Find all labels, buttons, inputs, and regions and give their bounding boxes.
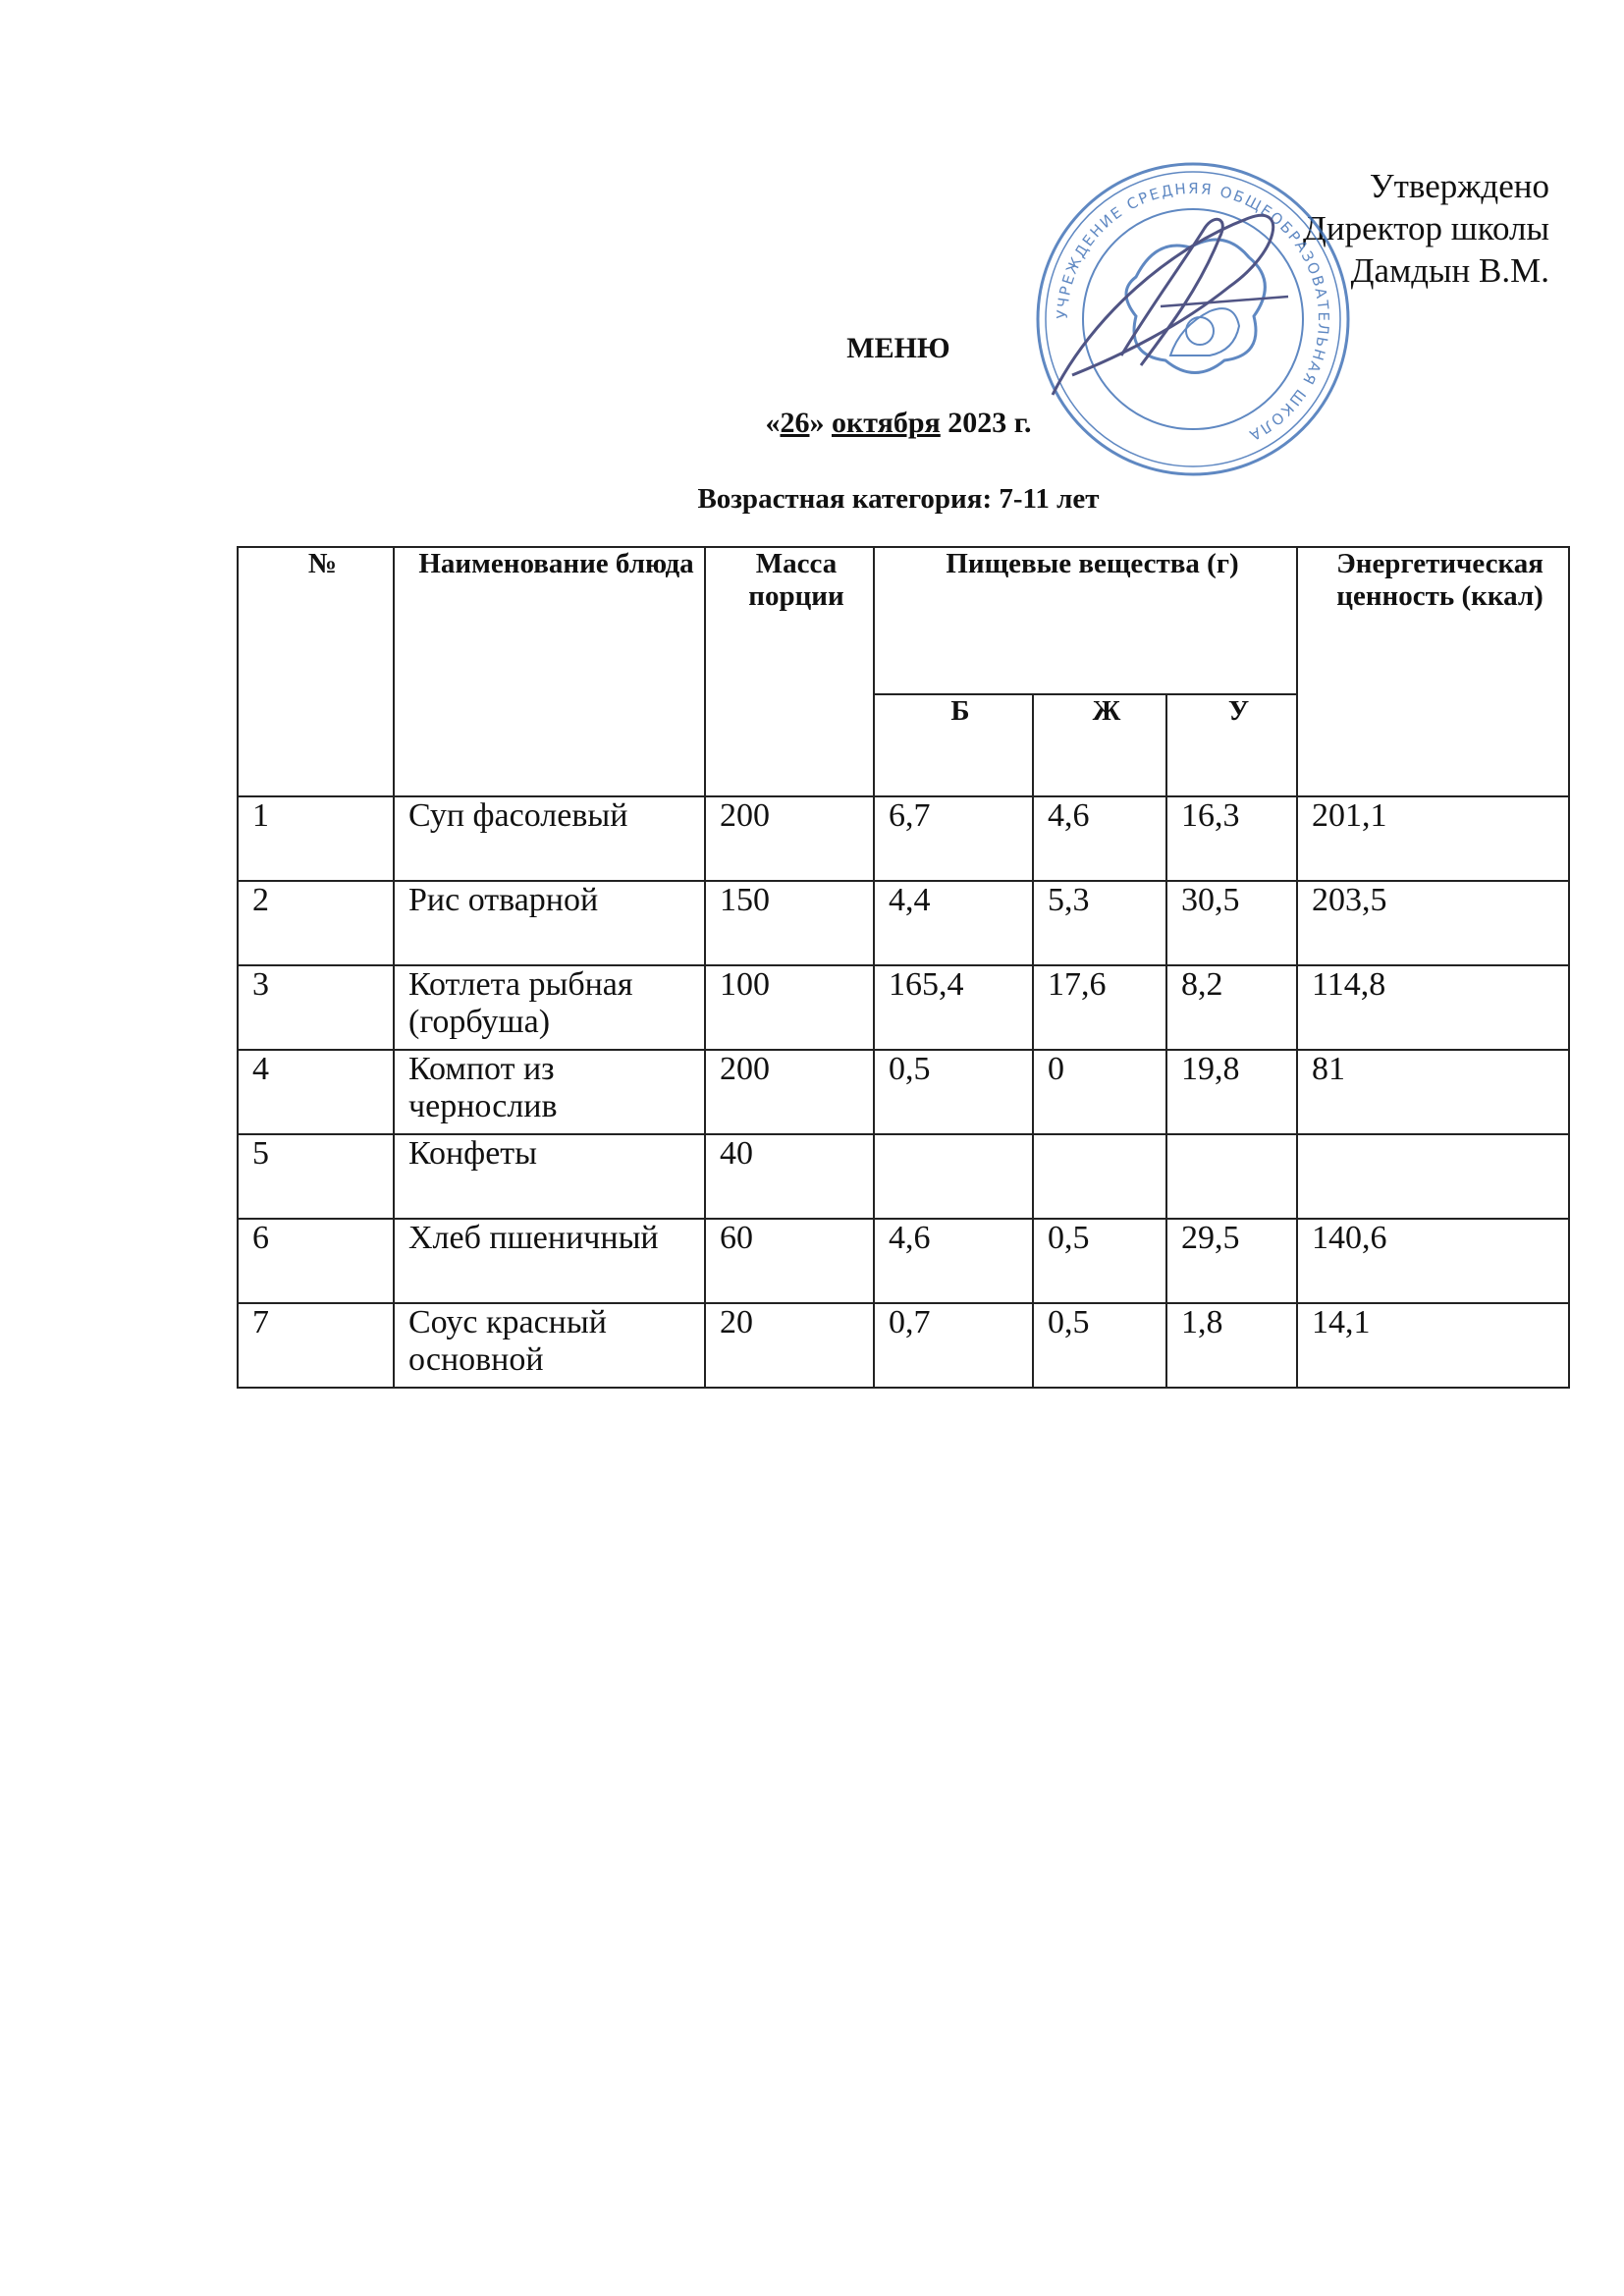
row-num: 3	[238, 965, 394, 1050]
table-row	[238, 1303, 1569, 1388]
header-b: Б	[874, 694, 1033, 796]
row-energy: 114,8	[1297, 965, 1569, 1050]
row-b	[874, 1134, 1033, 1219]
row-energy: 140,6	[1297, 1219, 1569, 1303]
menu-date	[0, 407, 1624, 440]
age-category: Возрастная категория: 7-11 лет	[697, 483, 1100, 515]
row-mass: 60	[705, 1219, 874, 1303]
row-zh: 4,6	[1033, 796, 1166, 881]
row-num: 7	[238, 1303, 394, 1388]
approval-title: Утверждено	[1369, 167, 1549, 205]
header-num: №	[238, 547, 394, 796]
row-b: 4,4	[874, 881, 1033, 965]
row-num: 5	[238, 1134, 394, 1219]
row-mass: 200	[705, 796, 874, 881]
row-u: 1,8	[1166, 1303, 1297, 1388]
row-energy: 203,5	[1297, 881, 1569, 965]
row-u: 29,5	[1166, 1219, 1297, 1303]
approval-name: Дамдын В.М.	[1350, 251, 1549, 290]
row-energy: 201,1	[1297, 796, 1569, 881]
table-row	[238, 1134, 1569, 1219]
header-name: Наименование блюда	[394, 547, 705, 796]
header-nutrients: Пищевые вещества (г)	[874, 547, 1297, 694]
row-name: Рис отварной	[394, 881, 705, 965]
seal-text: УЧРЕЖДЕНИЕ СРЕДНЯЯ ОБЩЕОБРАЗОВАТЕЛЬНАЯ ШКОЛА	[1053, 179, 1333, 446]
row-num: 2	[238, 881, 394, 965]
row-num: 6	[238, 1219, 394, 1303]
row-b: 0,5	[874, 1050, 1033, 1134]
row-b: 0,7	[874, 1303, 1033, 1388]
row-energy: 14,1	[1297, 1303, 1569, 1388]
row-num: 1	[238, 796, 394, 881]
row-name: Соус красный основной	[394, 1303, 705, 1388]
row-b: 6,7	[874, 796, 1033, 881]
row-mass: 40	[705, 1134, 874, 1219]
row-name: Хлеб пшеничный	[394, 1219, 705, 1303]
row-energy	[1297, 1134, 1569, 1219]
row-name: Суп фасолевый	[394, 796, 705, 881]
row-mass: 20	[705, 1303, 874, 1388]
header-mass: Масса порции	[705, 547, 874, 796]
row-mass: 200	[705, 1050, 874, 1134]
row-u: 19,8	[1166, 1050, 1297, 1134]
date-day: 26	[780, 407, 810, 439]
approval-position: Директор школы	[1303, 209, 1549, 247]
row-zh: 0,5	[1033, 1303, 1166, 1388]
row-u	[1166, 1134, 1297, 1219]
row-b: 165,4	[874, 965, 1033, 1050]
row-energy: 81	[1297, 1050, 1569, 1134]
row-name: Котлета рыбная (горбуша)	[394, 965, 705, 1050]
row-zh: 0,5	[1033, 1219, 1166, 1303]
date-month: октября	[831, 407, 941, 439]
table-header-row	[238, 547, 1569, 694]
table-row	[238, 1219, 1569, 1303]
row-name: Конфеты	[394, 1134, 705, 1219]
row-b: 4,6	[874, 1219, 1033, 1303]
row-mass: 150	[705, 881, 874, 965]
row-name: Компот из чернослив	[394, 1050, 705, 1134]
row-u: 16,3	[1166, 796, 1297, 881]
row-zh: 0	[1033, 1050, 1166, 1134]
menu-table	[237, 546, 1570, 1389]
table-row	[238, 881, 1569, 965]
date-rest: 2023 г.	[940, 407, 1032, 439]
table-row	[238, 965, 1569, 1050]
header-u: У	[1166, 694, 1297, 796]
header-energy: Энергетическая ценность (ккал)	[1297, 547, 1569, 796]
row-mass: 100	[705, 965, 874, 1050]
row-zh: 5,3	[1033, 881, 1166, 965]
header-zh: Ж	[1033, 694, 1166, 796]
row-u: 30,5	[1166, 881, 1297, 965]
table-row	[238, 796, 1569, 881]
menu-title: МЕНЮ	[846, 332, 950, 364]
date-open: «	[765, 407, 781, 439]
row-zh	[1033, 1134, 1166, 1219]
row-u: 8,2	[1166, 965, 1297, 1050]
row-num: 4	[238, 1050, 394, 1134]
table-row	[238, 1050, 1569, 1134]
row-zh: 17,6	[1033, 965, 1166, 1050]
date-close: »	[809, 407, 832, 439]
